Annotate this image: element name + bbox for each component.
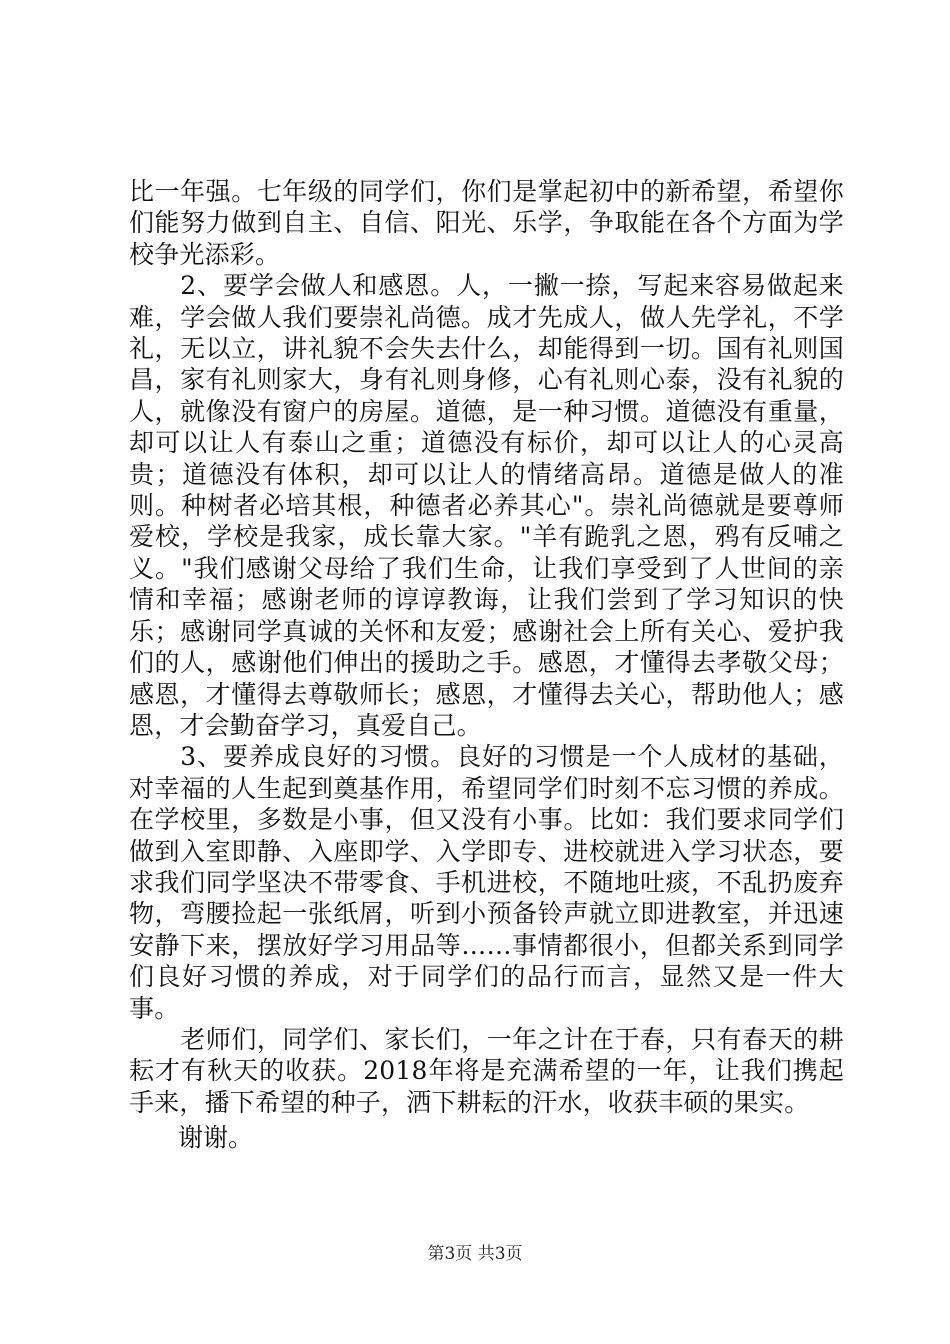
page-footer: 第3页 共3页 — [427, 1244, 523, 1264]
paragraph-point-2: 2、要学会做人和感恩。人，一撇一捺，写起来容易做起来难，学会做人我们要崇礼尚德。成才先成人，做人先学礼，不学礼，无以立，讲礼貌不会失去什么，却能得到一切。国有礼则国昌，家有礼则家大，身有礼则身修，心有礼则心泰，没有礼貌的人，就像没有窗户的房屋。道德，是一种习惯。道德没有重量，却可以让人有泰山之重；道德没有标价，却可以让人的心灵高贵；道德没有体积，却可以让人的情绪高昂。道德是做人的准则。种树者必培其根，种德者必养其心"。崇礼尚德就是要尊师爱校，学校是我家，成长靠大家。"羊有跪乳之恩，鸦有反哺之义。"我们感谢父母给了我们生命，让我们享受到了人世间的亲情和幸福；感谢老师的谆谆教诲，让我们尝到了学习知识的快乐；感谢同学真诚的关怀和友爱；感谢社会上所有关心、爱护我们的人，感谢他们伸出的援助之手。感恩，才懂得去孝敬父母；感恩，才懂得去尊敬师长；感恩，才懂得去关心，帮助他人；感恩，才会勤奋学习，真爱自己。 — [129, 271, 844, 740]
closing-thanks: 谢谢。 — [178, 1123, 254, 1152]
paragraph-continuation: 比一年强。七年级的同学们，你们是掌起初中的新希望，希望你们能努力做到自主、自信、阳光、乐学，争取能在各个方面为学校争光添彩。 — [129, 177, 844, 269]
paragraph-conclusion: 老师们，同学们、家长们，一年之计在于春，只有春天的耕耘才有秋天的收获。2018年将是充满希望的一年，让我们携起手来，播下希望的种子，洒下耕耘的汗水，收获丰硕的果实。 — [129, 1024, 844, 1117]
document-body — [129, 176, 844, 1118]
paragraph-point-3: 3、要养成良好的习惯。良好的习惯是一个人成材的基础，对幸福的人生起到奠基作用，希望同学们时刻不忘习惯的养成。在学校里，多数是小事，但又没有小事。比如：我们要求同学们做到入室即静、入座即学、入学即专、进校就进入学习状态，要求我们同学坚决不带零食、手机进校，不随地吐痰，不乱扔废弃物，弯腰捡起一张纸屑，听到小预备铃声就立即进教室，并迅速安静下来，摆放好学习用品等……事情都很小，但都关系到同学们良好习惯的养成，对于同学们的品行而言，显然又是一件大事。 — [129, 742, 844, 1023]
